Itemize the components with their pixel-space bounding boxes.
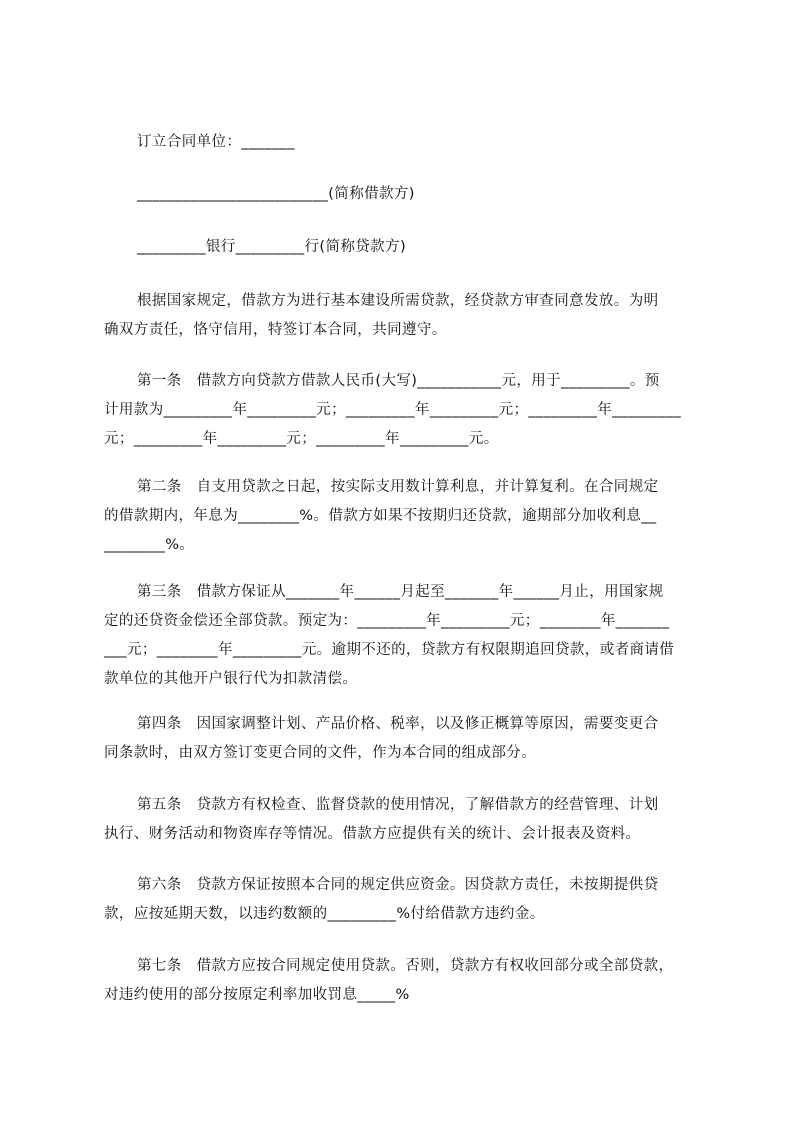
- article-5-line-2: 执行、财务活动和物资库存等情况。借款方应提供有关的统计、会计报表及资料。: [104, 826, 641, 842]
- article-5: [104, 791, 704, 849]
- article-2-line-1: 第二条 自支用贷款之日起，按实际支用数计算利息，并计算复利。在合同规定: [137, 479, 659, 495]
- intro-line-2: 确双方责任，恪守信用，特签订本合同，共同遵守。: [104, 322, 447, 338]
- lender-line: _________银行_________行(简称贷款方): [137, 239, 407, 255]
- article-3-line-3: ___元；________年_________元。逾期不还的，贷款方有权限期追回贷款，或者商请借: [104, 642, 675, 658]
- intro-paragraph: [104, 287, 704, 345]
- article-3: [104, 578, 704, 694]
- article-3-line-2: 定的还贷资金偿还全部贷款。预定为：_________年_________元；________年_______: [104, 613, 670, 629]
- article-2: [104, 473, 704, 560]
- article-2-line-2: 的借款期内，年息为________%。借款方如果不按期归还贷款，逾期部分加收利息__: [104, 508, 657, 524]
- article-4-line-2: 同条款时，由双方签订变更合同的文件，作为本合同的组成部分。: [104, 745, 537, 761]
- article-3-line-1: 第三条 借款方保证从_______年______月起至_______年______月止，用国家规: [137, 584, 664, 600]
- article-1-line-3: 元；_________年_________元；_________年_________元。: [104, 431, 499, 447]
- article-7-line-1: 第七条 借款方应按合同规定使用贷款。否则，贷款方有权收回部分或全部贷款，: [137, 958, 674, 974]
- article-3-line-4: 款单位的其他开户银行代为扣款清偿。: [104, 671, 358, 687]
- borrower-line: _________________________(简称借款方): [137, 186, 415, 202]
- article-1: [104, 367, 704, 454]
- intro-line-1: 根据国家规定，借款方为进行基本建设所需贷款，经贷款方审查同意发放。为明: [137, 293, 659, 309]
- article-6-line-1: 第六条 贷款方保证按照本合同的规定供应资金。因贷款方责任，未按期提供贷: [137, 877, 659, 893]
- contract-unit-line: 订立合同单位：_______: [137, 134, 295, 150]
- article-2-line-3: ________%。: [104, 537, 195, 553]
- article-5-line-1: 第五条 贷款方有权检查、监督贷款的使用情况，了解借款方的经营管理、计划: [137, 797, 659, 813]
- article-6-line-2: 款，应按延期天数，以违约数额的_________%付给借款方违约金。: [104, 906, 545, 922]
- article-4-line-1: 第四条 因国家调整计划、产品价格、税率，以及修正概算等原因，需要变更合: [137, 716, 659, 732]
- article-7: [104, 952, 704, 1010]
- article-6: [104, 871, 704, 929]
- article-7-line-2: 对违约使用的部分按原定利率加收罚息_____%: [104, 987, 410, 1003]
- article-1-line-1: 第一条 借款方向贷款方借款人民币(大写)___________元，用于_________。预: [137, 373, 660, 389]
- article-1-line-2: 计用款为_________年_________元；_________年_________元；_________年_________: [104, 402, 681, 418]
- article-4: [104, 710, 704, 768]
